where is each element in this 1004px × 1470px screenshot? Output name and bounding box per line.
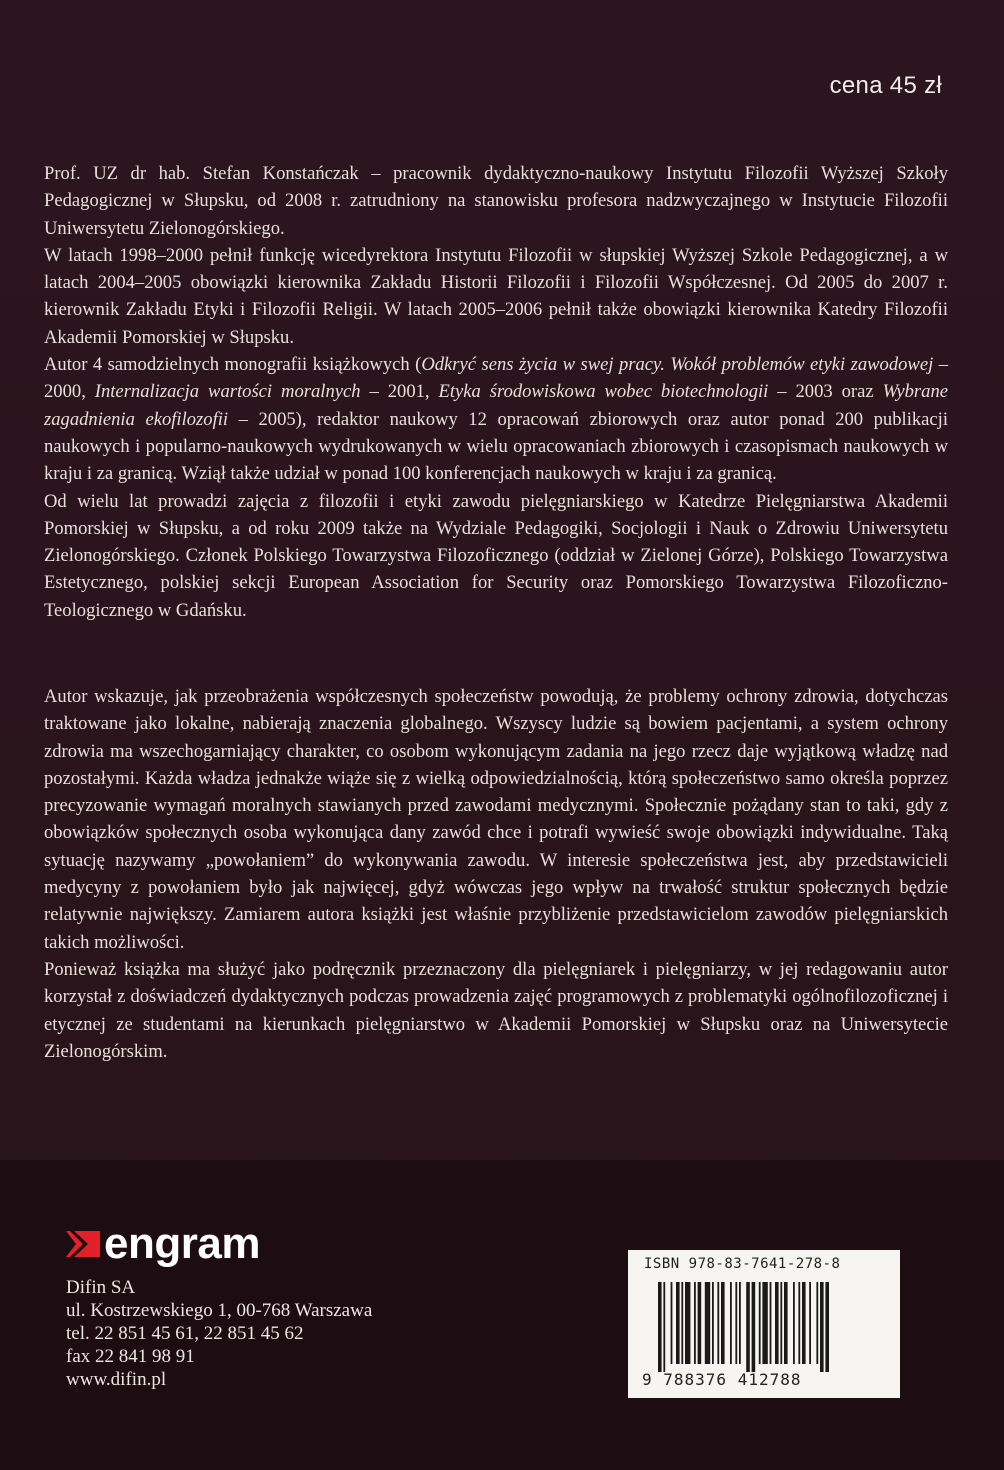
bio-paragraph-1: Prof. UZ dr hab. Stefan Konstańczak – pracownik dydaktyczno-naukowy Instytutu Filozofii Wyższej Szkoły Pedagogicznej w Słupsku, od 2008 r. zatrudniony na stanowisku profesora nadzwyczajnego w Instytucie Filozofii Uniwersytetu Zielonogórskiego. [44, 163, 948, 239]
barcode-bar [685, 1282, 690, 1364]
summary-paragraph-1: Autor wskazuje, jak przeobrażenia współczesnych społeczeństw powodują, że problemy ochrony zdrowia, dotychczas traktowane jako lokalne, nabierają znaczenia globalnego. Wszyscy ludzie są bowiem pacjentami, a system ochrony zdrowia ma wszechogarniający charakter, co osobom wykonującym zadania na jego rzecz daje wyjątkową władzę nad pozostałymi. Każda władza jednakże wiąże się z wielką odpowiedzialnością, którą społeczeństwo samo określa poprzez precyzowanie wymagań moralnych stawianych przed zawodami medycznymi. Społecznie pożądany stan to taki, gdy z obowiązków społecznych osoba wykonująca dany zawód chce i potrafi wywieść swoje obowiązki indywidualne. Taką sytuację nazywamy „powołaniem” do wykonywania zawodu. W interesie społeczeństwa jest, aby przedstawicieli medycyny z powołaniem było jak najwięcej, gdyż wówczas jego wpływ na trwałość struktur społecznych będzie relatywnie największy. Zamiarem autora książki jest właśnie przybliżenie przedstawicielom zawodów pielęgniarskich takich możliwości. [44, 686, 948, 953]
bio-text: Autor 4 samodzielnych monografii książkowych ( [44, 354, 422, 376]
isbn-number: ISBN 978-83-7641-278-8 [644, 1256, 841, 1272]
publisher-address: ul. Kostrzewskiego 1, 00-768 Warszawa [66, 1300, 373, 1321]
barcode-bar [658, 1282, 662, 1372]
barcode-bar [809, 1282, 811, 1364]
publisher-logo [66, 1219, 260, 1268]
barcode-bar [735, 1282, 737, 1364]
bio-paragraph-2: W latach 1998–2000 pełnił funkcję wicedyrektora Instytutu Filozofii w słupskiej Wyższej Szkole Pedagogicznej, a w latach 2004–2005 obowiązki kierownika Zakładu Historii Filozofii i Filozofii Współczesnej. Od 2005 do 2007 r. kierownik Zakładu Etyki i Filozofii Religii. W latach 2005–2006 pełnił także obowiązki kierownika Katedry Filozofii Akademii Pomorskiej w Słupsku. [44, 244, 948, 348]
publisher-website: www.difin.pl [66, 1369, 167, 1390]
barcode-bar [712, 1282, 714, 1364]
author-bio [44, 160, 948, 624]
barcode-bars [658, 1282, 888, 1372]
barcode-bar [671, 1282, 673, 1364]
publisher-fax: fax 22 841 98 91 [66, 1346, 195, 1367]
barcode-bar [802, 1282, 806, 1364]
publisher-info [66, 1276, 372, 1391]
barcode-bar [676, 1282, 680, 1364]
bio-text: – 2000, [44, 354, 948, 403]
barcode-bar [762, 1282, 767, 1364]
barcode-bar [798, 1282, 800, 1364]
logo-wordmark: engram [104, 1219, 260, 1268]
barcode-bar [759, 1282, 761, 1364]
bio-text: – 2003 oraz [768, 381, 883, 403]
barcode-bar [793, 1282, 795, 1364]
barcode-bar [705, 1282, 710, 1364]
bio-text: – 2005), redaktor naukowy 12 opracowań zbiorowych oraz autor ponad 200 publikacji naukowych i popularno-naukowych wydrukowanych w wielu opracowaniach zbiorowych i czasopismach naukowych w kraju i za granicą. Wziął także udział w ponad 100 konferencjach naukowych w kraju i za granicą. [44, 408, 948, 485]
barcode-bar [770, 1282, 772, 1364]
bio-paragraph-3 [44, 351, 948, 487]
book-title: Internalizacja wartości moralnych [94, 381, 361, 403]
publisher-phone: tel. 22 851 45 61, 22 851 45 62 [66, 1323, 304, 1344]
barcode-bar [681, 1282, 683, 1364]
barcode-bar [825, 1282, 829, 1372]
bio-text: – 2001, [360, 381, 439, 403]
barcode-bar [717, 1282, 719, 1364]
barcode-bar [752, 1282, 756, 1372]
book-title: Etyka środowiskowa wobec biotechnologii [438, 381, 769, 403]
barcode-bar [663, 1282, 665, 1372]
barcode-bar [784, 1282, 788, 1364]
book-title: Odkryć sens życia w swej pracy. Wokół problemów etyki zawodowej [421, 354, 934, 376]
barcode-bar [694, 1282, 696, 1364]
summary-paragraph-2: Ponieważ książka ma służyć jako podręcznik przeznaczony dla pielęgniarek i pielęgniarzy, w jej redagowaniu autor korzystał z doświadczeń dydaktycznych podczas prowadzenia zajęć programowych z problematyki ogólnofilozoficznej i etycznej ze studentami na kierunkach pielęgniarstwo w Akademii Pomorskiej w Słupsku oraz na Uniwersytecie Zielonogórskim. [44, 958, 948, 1062]
barcode-bar [739, 1282, 741, 1364]
barcode-bar [775, 1282, 779, 1364]
price-label: cena 45 zł [829, 72, 942, 99]
publisher-name: Difin SA [66, 1277, 136, 1298]
book-summary [44, 683, 948, 1065]
barcode-bar [816, 1282, 818, 1364]
isbn-barcode [628, 1250, 900, 1398]
barcode-bar [746, 1282, 750, 1372]
bio-paragraph-4: Od wielu lat prowadzi zajęcia z filozofii i etyki zawodu pielęgniarskiego w Katedrze Pielęgniarstwa Akademii Pomorskiej w Słupsku, a od roku 2009 także na Wydziale Pedagogiki, Socjologii i Nauk o Zdrowiu Uniwersytetu Zielonogórskiego. Członek Polskiego Towarzystwa Filozoficznego (oddział w Zielonej Górze), Polskiego Towarzystwa Estetycznego, polskiej sekcji European Association for Security oraz Pomorskiego Towarzystwa Filozoficzno-Teologicznego w Gdańsku. [44, 490, 948, 621]
barcode-bar [820, 1282, 824, 1372]
barcode-bar [721, 1282, 725, 1364]
barcode-bar [730, 1282, 732, 1364]
barcode-bar [780, 1282, 782, 1364]
barcode-bar [698, 1282, 702, 1364]
ean-digits: 9 788376 412788 [642, 1370, 802, 1389]
engram-logo-icon [66, 1227, 100, 1261]
book-title: Wybrane zagadnienia ekofilozofii [44, 381, 948, 430]
